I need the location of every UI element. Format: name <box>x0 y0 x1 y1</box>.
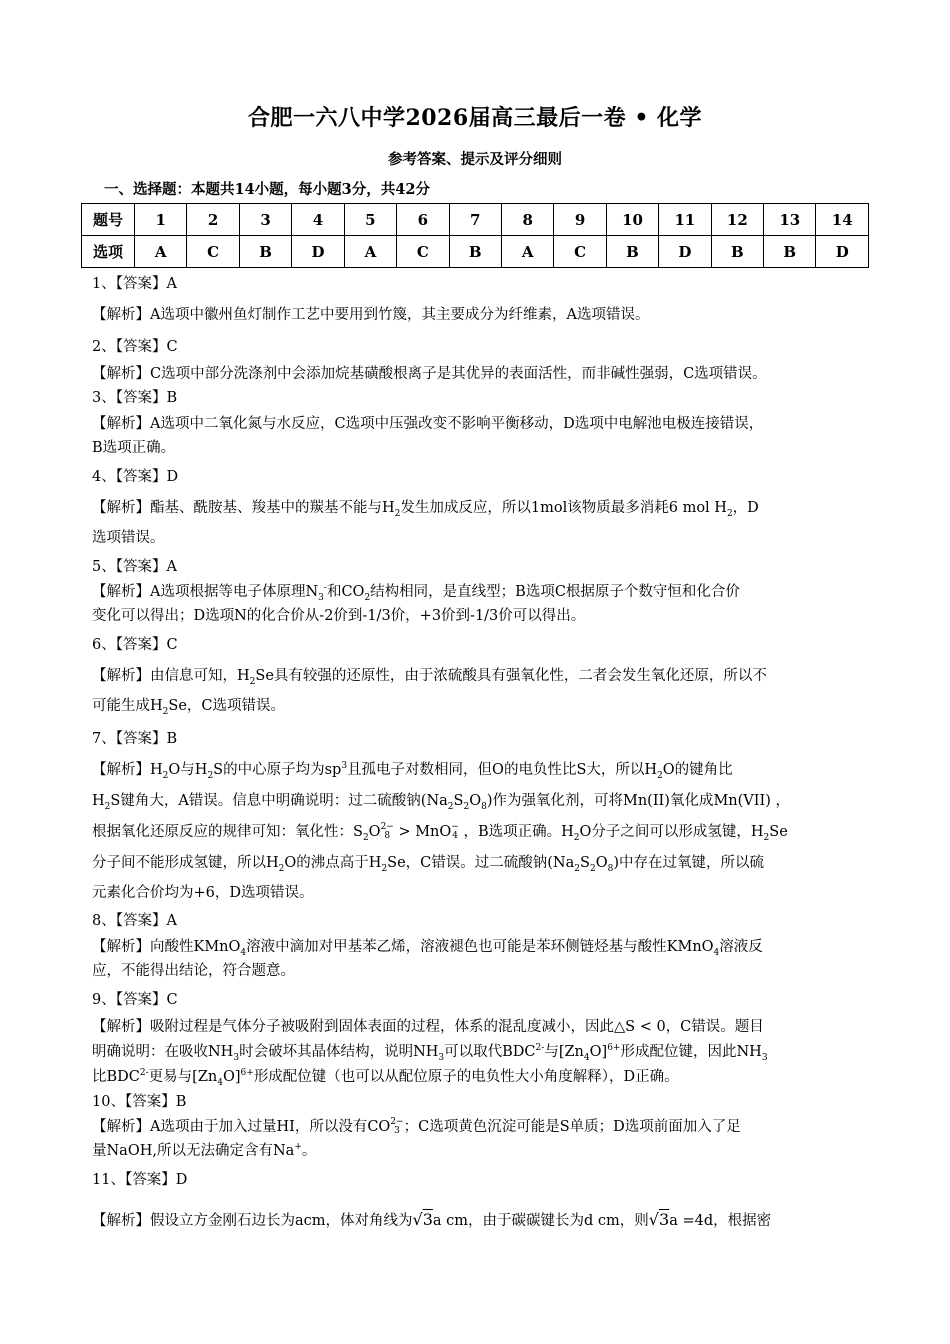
answer-line: 6、【答案】C <box>92 637 178 653</box>
explanation-line: 明确说明：在吸收$NH_3$时会破坏其晶体结构，说明$NH_3$可以取代$BDC^{2-}$与$[Zn_4O]^{6+}$形成配位键，因此$NH_3$ <box>92 1043 768 1063</box>
explanation-line: 变化可以得出；D选项N的化合价从-2价到-1/3价，+3价到-1/3价可以得出。 <box>92 608 586 624</box>
page-subtitle: 参考答案、提示及评分细则 <box>388 151 562 168</box>
explanation-line: B选项正确。 <box>92 440 176 456</box>
answer-line: 8、【答案】A <box>92 913 177 929</box>
table-row-answers <box>82 236 869 268</box>
table-cell: A <box>501 236 553 268</box>
table-cell: 13 <box>764 204 816 236</box>
table-cell: 9 <box>554 204 606 236</box>
answer-line: 5、【答案】A <box>92 559 177 575</box>
table-cell: 10 <box>606 204 658 236</box>
table-cell: 11 <box>659 204 711 236</box>
explanation-line: 元素化合价均为+6，D选项错误。 <box>92 885 314 901</box>
table-cell: 5 <box>344 204 396 236</box>
answer-line: 9、【答案】C <box>92 992 178 1008</box>
table-cell: C <box>397 236 449 268</box>
table-cell: C <box>187 236 239 268</box>
answer-line: 2、【答案】C <box>92 339 178 355</box>
answer-line: 4、【答案】D <box>92 469 179 485</box>
sqrt-symbol: √3 <box>412 1210 433 1229</box>
answer-line: 11、【答案】D <box>92 1172 188 1188</box>
table-cell: 14 <box>816 204 869 236</box>
table-cell: B <box>449 236 501 268</box>
sqrt-symbol: √3 <box>648 1210 670 1229</box>
table-cell: D <box>292 236 344 268</box>
explanation-line: 根据氧化还原反应的规律可知：氧化性：$S_2O2-$ 8 > MnO− 4 ，B选项正确。$H_2O$分子之间可以形成氢键，$H_2Se$ <box>92 822 788 843</box>
explanation-line: 可能生成$H_2Se$，C选项错误。 <box>92 698 285 717</box>
page-title: 合肥一六八中学2026届高三最后一卷 • 化学 <box>247 105 703 131</box>
explanation-line: 【解析】A选项由于加入过量HI，所以没有CO2− 3 ；C选项黄色沉淀可能是S单质；D选项前面加入了足 <box>92 1117 741 1136</box>
explanation-line: $H_2S$键角大，A错误。信息中明确说明：过二硫酸钠$(Na_2S_2O_8)$作为强氧化剂，可将Mn(II)氧化成Mn(VII) ， <box>92 793 790 812</box>
explanation-line: 应，不能得出结论，符合题意。 <box>92 963 295 979</box>
table-cell: 12 <box>711 204 763 236</box>
explanation-line: 分子间不能形成氢键，所以$H_2O$的沸点高于$H_2Se$，C错误。过二硫酸钠$(Na_2S_2O_8)$中存在过氧键，所以硫 <box>92 855 764 874</box>
explanation-line: 量NaOH,所以无法确定含有Na+。 <box>92 1142 317 1159</box>
answer-line: 10、【答案】B <box>92 1094 187 1110</box>
explanation-line: 【解析】向酸性KMnO$_4$溶液中滴加对甲基苯乙烯，溶液褪色也可能是苯环侧链烃基与酸性KMnO$_4$溶液反 <box>92 939 763 958</box>
table-cell: 4 <box>292 204 344 236</box>
explanation-line: 【解析】酯基、酰胺基、羧基中的羰基不能与$H_2$发生加成反应，所以1mol该物质最多消耗6 mol $H_2$，D <box>92 500 759 519</box>
table-cell: A <box>344 236 396 268</box>
table-header-cell: 选项 <box>82 236 135 268</box>
explanation-line: 【解析】A选项中二氧化氮与水反应，C选项中压强改变不影响平衡移动，D选项中电解池电极连接错误， <box>92 416 764 432</box>
table-row-numbers <box>82 204 869 236</box>
table-cell: 2 <box>187 204 239 236</box>
explanation-line: 【解析】A选项中徽州鱼灯制作工艺中要用到竹篾，其主要成分为纤维素，A选项错误。 <box>92 307 650 323</box>
table-cell: 3 <box>239 204 291 236</box>
section-heading: 一、选择题：本题共14小题，每小题3分，共42分 <box>104 181 430 198</box>
table-cell: 1 <box>135 204 187 236</box>
explanation-line: 【解析】A选项根据等电子体原理$N_3^-$和$CO_2$结构相同，是直线型；B选项C根据原子个数守恒和化合价 <box>92 583 740 603</box>
table-cell: B <box>764 236 816 268</box>
table-cell: 8 <box>501 204 553 236</box>
explanation-line: 比$BDC^{2-}$更易与$[Zn_4O]^{6+}$形成配位键（也可以从配位原子的电负性大小角度解释），D正确。 <box>92 1068 679 1088</box>
explanation-line: 【解析】C选项中部分洗涤剂中会添加烷基磺酸根离子是其优异的表面活性，而非碱性强弱，C选项错误。 <box>92 366 767 382</box>
explanation-line: 【解析】假设立方金刚石边长为acm，体对角线为√3a cm，由于碳碳键长为d cm，则√3a =4d，根据密 <box>92 1210 772 1229</box>
explanation-line: 【解析】由信息可知，$H_2Se$具有较强的还原性，由于浓硫酸具有强氧化性，二者会发生氧化还原，所以不 <box>92 668 767 687</box>
table-cell: B <box>239 236 291 268</box>
answer-line: 7、【答案】B <box>92 731 178 747</box>
table-cell: B <box>606 236 658 268</box>
table-cell: D <box>659 236 711 268</box>
table-cell: D <box>816 236 869 268</box>
answer-table <box>81 203 869 268</box>
table-cell: C <box>554 236 606 268</box>
table-cell: B <box>711 236 763 268</box>
explanation-line: 【解析】吸附过程是气体分子被吸附到固体表面的过程，体系的混乱度减小，因此△S < 0，C错误。题目 <box>92 1019 764 1035</box>
answer-line: 1、【答案】A <box>92 276 177 292</box>
answer-line: 3、【答案】B <box>92 390 178 406</box>
explanation-line: 【解析】$H_2O$与$H_2S$的中心原子均为$sp^3$且孤电子对数相同，但O的电负性比S大，所以$H_2O$的键角比 <box>92 761 733 781</box>
table-cell: 7 <box>449 204 501 236</box>
explanation-line: 选项错误。 <box>92 530 165 546</box>
table-cell: A <box>135 236 187 268</box>
table-cell: 6 <box>397 204 449 236</box>
table-header-cell: 题号 <box>82 204 135 236</box>
